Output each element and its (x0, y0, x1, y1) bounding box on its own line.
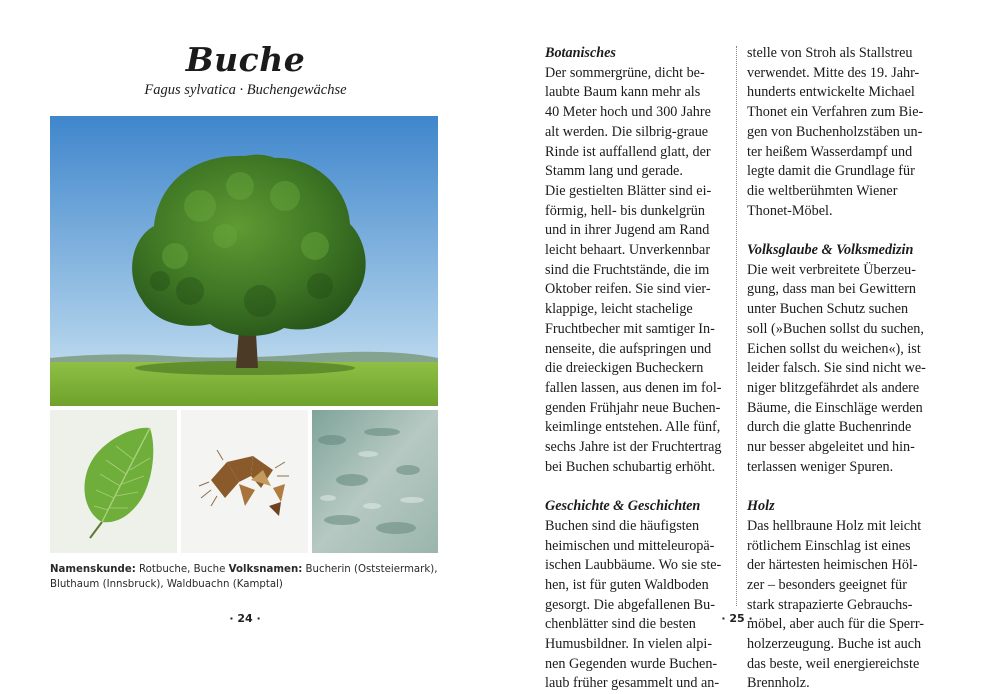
text-line: holzerzeugung. Buche ist auch (747, 636, 922, 653)
text-line: laubte Baum kann mehr als (545, 84, 701, 101)
beechnut-photo (181, 410, 308, 553)
text-line: Humusbildner. In vielen alpi- (545, 636, 713, 653)
text-line: stelle von Stroh als Stallstreu (747, 45, 913, 61)
text-line: hen, ist für guten Waldboden (545, 576, 709, 593)
text-column-1 (545, 44, 725, 694)
text-line: Eichen sollst du weichen«), ist (747, 340, 921, 357)
bark-icon (312, 410, 438, 553)
text-line: Oktober reifen. Sie sind vier- (545, 281, 711, 298)
beech-tree-photo (50, 116, 438, 406)
text-line: Buchen sind die häufigsten (545, 517, 700, 534)
text-line: gung, dass man bei Gewittern (747, 281, 917, 298)
page-title: Buche (185, 40, 306, 79)
text-line: klappige, leicht stachelige (545, 301, 693, 318)
caption-label-volksnamen: Volksnamen: (228, 564, 303, 575)
text-line: rötlichem Einschlag ist eines (747, 537, 911, 554)
text-line: Der sommergrüne, dicht be- (545, 64, 705, 81)
beech-tree-image (50, 116, 438, 406)
text-line: der härtesten heimischen Höl- (747, 557, 918, 574)
caption-text-2: Bucherin (Oststeiermark), (302, 564, 438, 575)
caption-line-1 (50, 563, 442, 578)
text-line: unter Buchen Schutz suchen (747, 301, 909, 318)
text-line: sind die Fruchtstände, die im (545, 261, 710, 278)
text-line: das beste, weil energiereichste (747, 655, 920, 672)
text-line: nenseite, die aufspringen und (545, 340, 712, 357)
text-line: 40 Meter hoch und 300 Jahre (545, 104, 711, 121)
text-line: förmig, hell- bis dunkelgrün (545, 202, 705, 219)
text-line: sechs Jahre ist der Fruchtertrag (545, 439, 722, 456)
left-page (0, 0, 491, 648)
text-line: und in ihrer Jugend am Rand (545, 222, 710, 239)
caption-label-namenskunde: Namenskunde: (50, 564, 136, 575)
text-line: Thonet-Möbel. (747, 202, 833, 219)
text-line: zer – besonders geeignet für (747, 576, 907, 593)
text-line: heimischen und mitteleuropä- (545, 537, 715, 554)
text-line: Brennholz. (747, 675, 810, 692)
page-number-left: · 24 · (229, 612, 261, 625)
beech-leaf-photo (50, 410, 177, 553)
text-line: gesorgt. Die abgefallenen Bu- (545, 596, 715, 613)
text-line: stark strapazierte Gebrauchs- (747, 596, 913, 613)
text-column-2 (747, 44, 933, 694)
section-geschichte (545, 517, 725, 694)
heading-holz: Holz (747, 498, 775, 515)
heading-geschichte: Geschichte & Geschichten (545, 498, 701, 515)
text-line: Das hellbraune Holz mit leicht (747, 517, 922, 534)
text-line: möbel, aber auch für die Sperr- (747, 616, 924, 633)
text-line: Bäume, die Einschläge werden (747, 399, 923, 416)
beechnut-icon (181, 410, 308, 553)
text-line: keimlinge entstehen. Alle fünf, (545, 419, 721, 436)
section-volksglaube (747, 261, 933, 478)
text-line: legte damit die Grundlage für (747, 163, 915, 180)
beech-bark-photo (312, 410, 438, 553)
text-line: Fruchtbecher mit samtiger In- (545, 320, 715, 337)
text-line: terlassen weniger Spuren. (747, 458, 894, 475)
text-line: durch die glatte Buchenrinde (747, 419, 912, 436)
text-line: Die gestielten Blätter sind ei- (545, 182, 712, 199)
text-line: Rinde ist auffallend glatt, der (545, 143, 711, 160)
leaf-icon (50, 410, 177, 553)
text-line: ischen Laubbäume. Wo sie ste- (545, 557, 722, 574)
text-line: fallen lassen, aus denen im fol- (545, 379, 722, 396)
text-line: hunderts entwickelte Michael (747, 84, 915, 101)
caption-text-1: Rotbuche, Buche (135, 564, 229, 575)
section-holz (747, 517, 933, 694)
text-line: die dreieckigen Bucheckern (545, 360, 704, 377)
heading-botanisches: Botanisches (545, 45, 616, 61)
text-line: soll (»Buchen sollst du suchen, (747, 320, 924, 337)
text-line: bei Buchen schubartig erhöht. (545, 458, 716, 475)
text-line: alt werden. Die silbrig-graue (545, 123, 709, 140)
text-line: laub früher gesammelt und an- (545, 675, 720, 692)
text-line: Stamm lang und gerade. (545, 163, 683, 180)
name-caption (50, 563, 442, 592)
text-line: nur besser abgeleitet und hin- (747, 439, 915, 456)
column-divider (736, 46, 737, 606)
page-number-right: · 25 · (721, 612, 753, 625)
section-continuation (747, 44, 933, 221)
text-line: die weltberühmten Wiener (747, 182, 898, 199)
heading-volksglaube: Volksglaube & Volksmedizin (747, 242, 914, 259)
text-line: leicht behaart. Unverkennbar (545, 242, 711, 259)
text-line: genden Frühjahr neue Buchen- (545, 399, 721, 416)
text-line: verwendet. Mitte des 19. Jahr- (747, 64, 920, 81)
section-botanisches (545, 64, 725, 478)
caption-line-2: Bluthaum (Innsbruck), Waldbuachn (Kamptal) (50, 578, 283, 590)
botanical-subtitle: Fagus sylvatica · Buchengewächse (144, 82, 347, 98)
text-line: ter heißem Wasserdampf und (747, 143, 913, 160)
text-line: Die weit verbreitete Überzeu- (747, 261, 916, 278)
text-line: nen Gegenden wurde Buchen- (545, 655, 718, 672)
text-line: gen von Buchenholzstäben un- (747, 123, 923, 140)
right-page (491, 0, 982, 692)
text-line: Thonet ein Verfahren zum Bie- (747, 104, 924, 121)
text-line: leider falsch. Sie sind nicht we- (747, 360, 926, 377)
text-line: niger blitzgefährdet als andere (747, 379, 920, 396)
text-line: chenblätter sind die besten (545, 616, 696, 633)
